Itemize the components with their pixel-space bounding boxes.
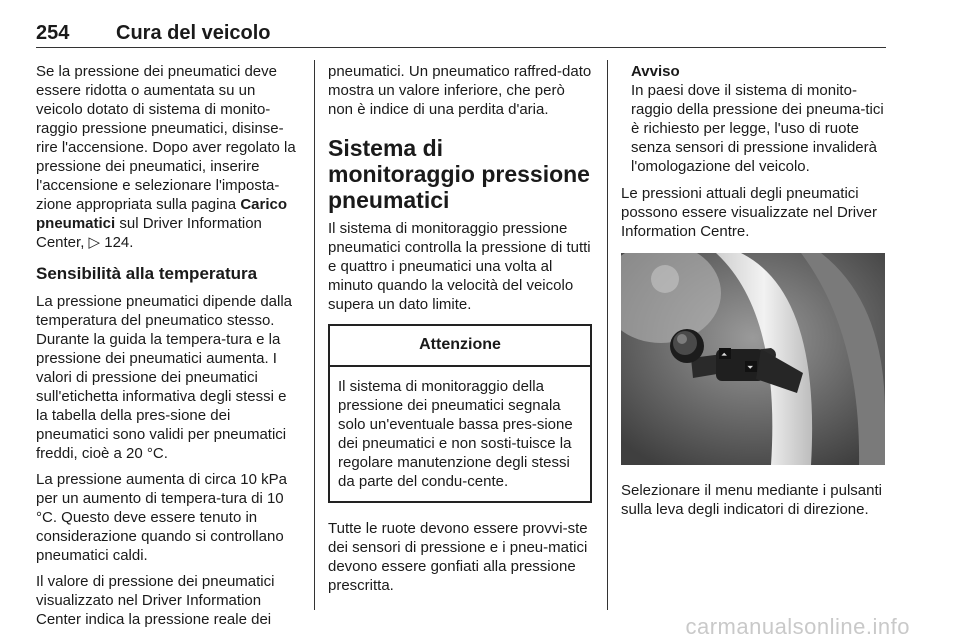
column-1 <box>36 62 302 636</box>
page-reference-icon: ▷ <box>88 234 101 251</box>
heading-temperature-sensitivity: Sensibilità alla temperatura <box>36 264 258 283</box>
column-2 <box>328 62 592 602</box>
page-number: 254 <box>36 22 70 44</box>
column-3 <box>621 62 887 526</box>
paragraph-pressure-increase: La pressione aumenta di circa 10 kPa per un aumento di tempera-tura di 10 °C. Questo deve essere tenuto in considerazione quando si controllano pneumatici caldi. <box>36 471 287 564</box>
paragraph-sensors-required: Tutte le ruote devono essere provvi-ste dei sensori di pressione e i pneu-matici devono essere gonfiati alla pressione prescritta. <box>328 520 588 594</box>
tire-load-link: Carico pneumatici <box>36 196 287 232</box>
caution-box <box>328 324 592 503</box>
caution-title: Attenzione <box>330 326 590 367</box>
page-reference: 124. <box>100 234 134 251</box>
paragraph-tpms-description: Il sistema di monitoraggio pressione pneumatici controlla la pressione di tutti e quattro i pneumatici una volta al minuto quando la velocità del veicolo supera un dato limite. <box>328 220 591 313</box>
paragraph-displayed-value: Il valore di pressione dei pneumatici visualizzato nel Driver Information Center indica la pressione reale dei <box>36 573 275 628</box>
caution-body: Il sistema di monitoraggio della pressione dei pneumatici segnala solo un'eventuale bassa pres-sione dei pneumatici e non sosti-tuisce la regolare manutenzione degli stessi da parte del condu-cente. <box>338 378 573 490</box>
watermark: carmanualsonline.info <box>685 614 910 639</box>
paragraph-select-menu: Selezionare il menu mediante i pulsanti sulla leva degli indicatori di direzione. <box>621 482 882 518</box>
paragraph-cold-tire: pneumatici. Un pneumatico raffred-dato mostra un valore inferiore, che però non è indice di una perdita d'aria. <box>328 63 592 118</box>
svg-text:⏶: ⏶ <box>721 350 728 359</box>
column-divider-2 <box>607 60 608 610</box>
column-divider-1 <box>314 60 315 610</box>
paragraph-current-pressures: Le pressioni attuali degli pneumatici possono essere visualizzate nel Driver Information Centre. <box>621 185 877 240</box>
note-body: In paesi dove il sistema di monito-raggio della pressione dei pneuma-tici è richiesto per legge, l'uso di ruote senza sensori di pressione invaliderà l'omologazione del veicolo. <box>631 82 884 175</box>
note-title: Avviso <box>631 63 680 80</box>
heading-tpms: Sistema di monitoraggio pressione pneumatici <box>328 135 590 213</box>
paragraph-tire-adjust: Se la pressione dei pneumatici deve essere ridotta o aumentata su un veicolo dotato di sistema di monito-raggio pressione pneumatici, disinse-rire l'accensione. Dopo aver regolato la pressione dei pneumatici, inserire l'accensione e selezionare l'imposta-zione appropriata sulla pagina Carico pneumatici sul Driver Information Center, ▷ 124. <box>36 63 296 251</box>
note-box <box>621 62 887 176</box>
turn-signal-lever-photo <box>621 253 885 465</box>
section-title: Cura del veicolo <box>116 22 271 44</box>
svg-text:⏷: ⏷ <box>747 363 754 372</box>
paragraph-temperature: La pressione pneumatici dipende dalla temperatura del pneumatico stesso. Durante la guida la tempera-tura e la pressione dei pneumatici aumenta. I valori di pressione dei pneumatici sull'etichetta informativa degli stessi e la tabella della pres-sione dei pneumatici sono validi per pneumatici freddi, cioè a 20 °C. <box>36 293 293 462</box>
header-divider <box>36 47 886 48</box>
